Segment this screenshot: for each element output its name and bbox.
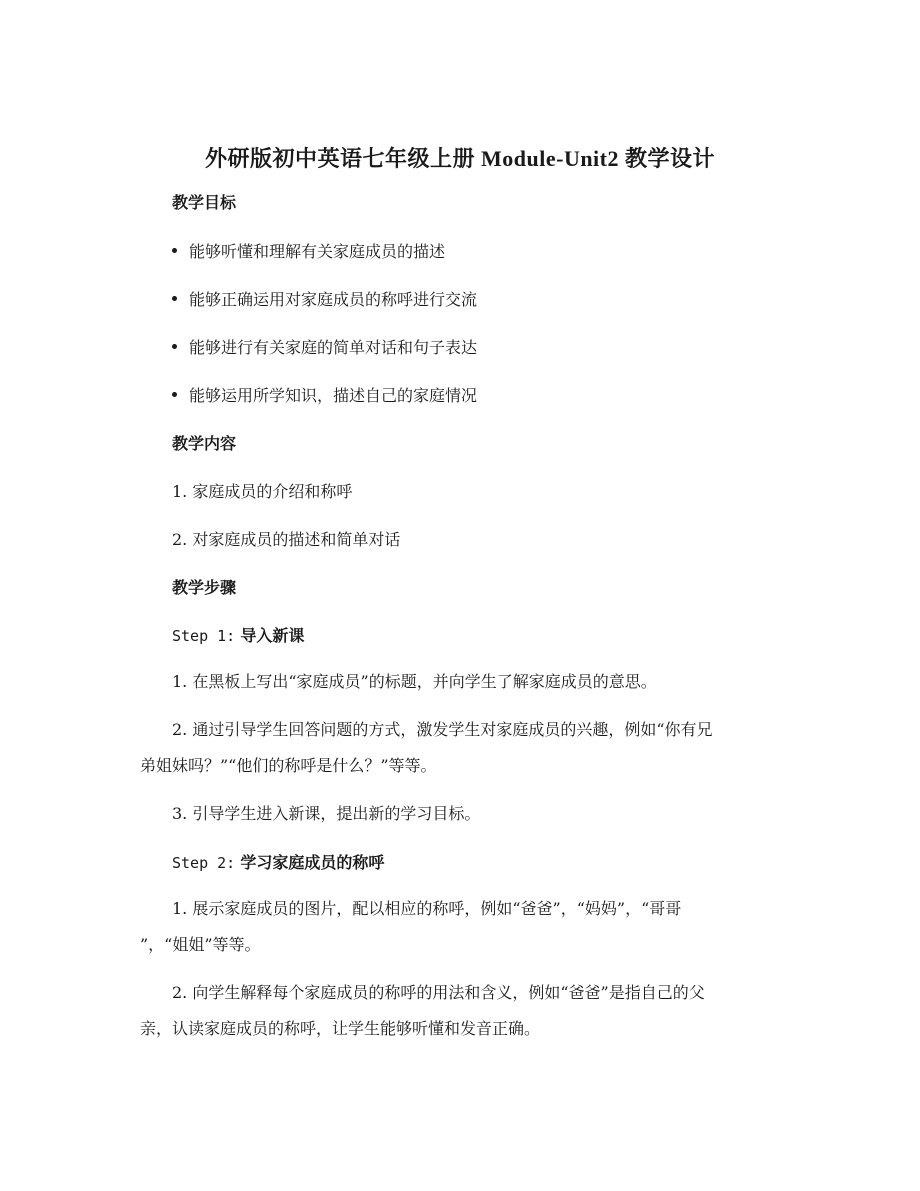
objective-item [172, 383, 812, 406]
paragraph-line: 弟姐妹吗？”“他们的称呼是什么？”等等。 [140, 756, 437, 775]
bullet-icon [172, 392, 177, 397]
section-heading-steps: 教学步骤 [172, 578, 237, 597]
step-1-paragraph [140, 664, 780, 700]
step-1-paragraph [140, 796, 780, 832]
step-2-label: Step 2: [172, 854, 236, 872]
step-1-heading [172, 623, 812, 646]
content-item: 2. 对家庭成员的描述和简单对话 [172, 530, 401, 549]
title-cn-suffix: 教学设计 [625, 146, 716, 171]
paragraph-line: 3. 引导学生进入新课，提出新的学习目标。 [172, 804, 481, 823]
paragraph-line: 2. 向学生解释每个家庭成员的称呼的用法和含义，例如“爸爸”是指自己的父 [172, 983, 705, 1002]
document-title [140, 142, 780, 173]
paragraph-line: 2. 通过引导学生回答问题的方式，激发学生对家庭成员的兴趣，例如“你有兄 [172, 720, 713, 739]
objective-item [172, 287, 812, 310]
bullet-icon [172, 296, 177, 301]
objective-item [172, 335, 812, 358]
step-1-paragraph [140, 712, 780, 784]
step-1-label: Step 1: [172, 627, 236, 645]
section-heading-objectives: 教学目标 [172, 193, 237, 212]
step-2-paragraph [140, 891, 780, 963]
objective-text: 能够听懂和理解有关家庭成员的描述 [189, 242, 446, 261]
bullet-icon [172, 344, 177, 349]
title-cn-prefix: 外研版初中英语七年级上册 [204, 146, 475, 171]
objective-text: 能够进行有关家庭的简单对话和句子表达 [189, 338, 478, 357]
step-2-paragraph [140, 975, 780, 1047]
objective-text: 能够正确运用对家庭成员的称呼进行交流 [189, 290, 478, 309]
paragraph-line: 1. 在黑板上写出“家庭成员”的标题，并向学生了解家庭成员的意思。 [172, 672, 657, 691]
objective-item [172, 239, 812, 262]
paragraph-line: ”，“姐姐”等等。 [140, 935, 261, 954]
content-item: 1. 家庭成员的介绍和称呼 [172, 482, 353, 501]
paragraph-line: 亲，认读家庭成员的称呼，让学生能够听懂和发音正确。 [140, 1019, 541, 1038]
step-2-heading [172, 850, 812, 873]
step-1-title: 导入新课 [240, 626, 305, 645]
section-heading-content: 教学内容 [172, 434, 237, 453]
objective-text: 能够运用所学知识，描述自己的家庭情况 [189, 386, 478, 405]
paragraph-line: 1. 展示家庭成员的图片，配以相应的称呼，例如“爸爸”，“妈妈”，“哥哥 [172, 899, 682, 918]
bullet-icon [172, 248, 177, 253]
step-2-title: 学习家庭成员的称呼 [240, 853, 385, 872]
title-latin: Module-Unit2 [481, 146, 619, 171]
